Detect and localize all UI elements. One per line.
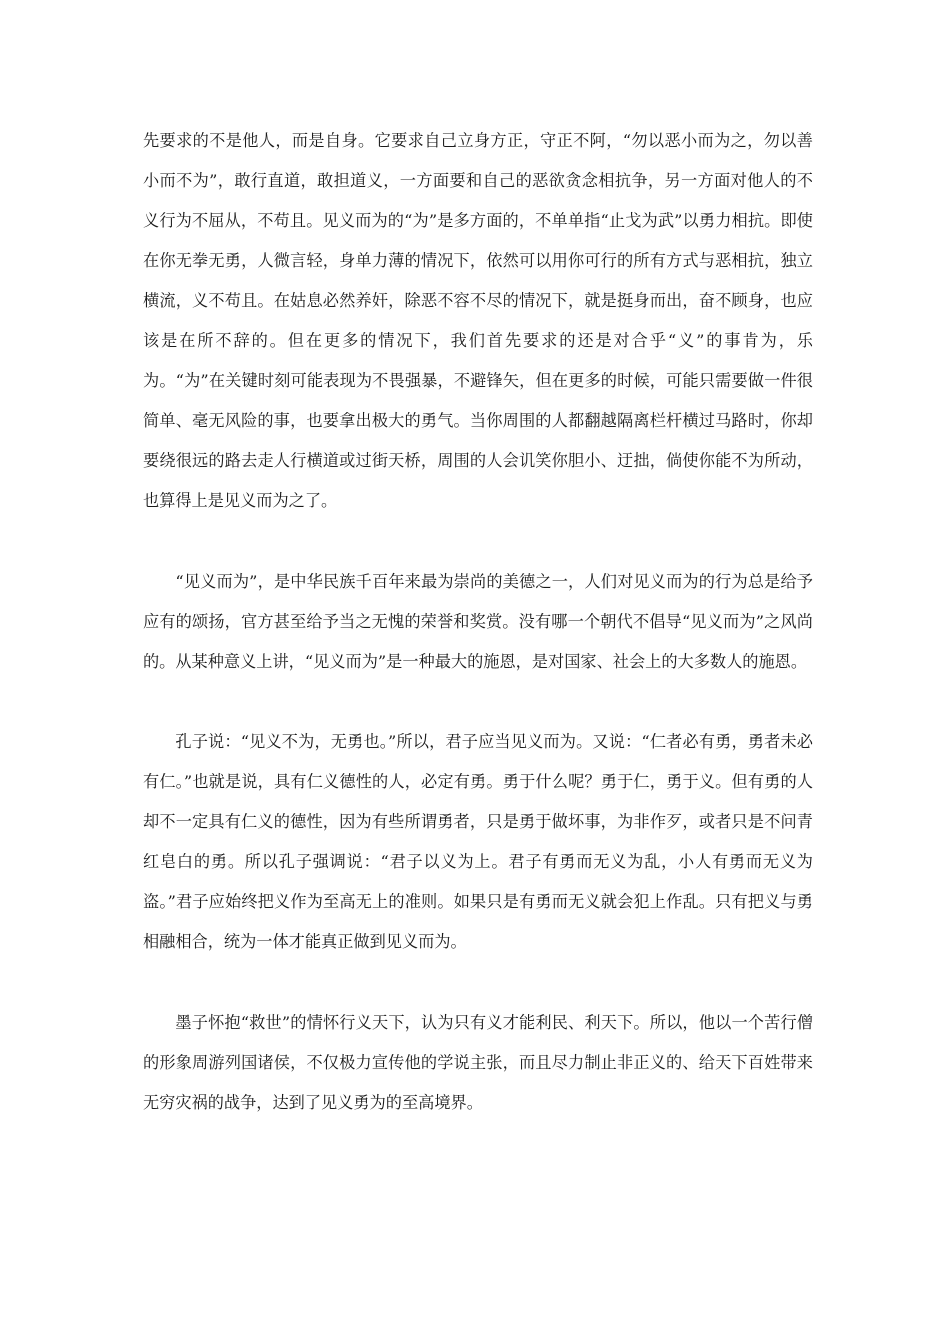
paragraph-3: 孔子说：“见义不为，无勇也。”所以，君子应当见义而为。又说：“仁者必有勇，勇者未必有仁。”也就是说，具有仁义德性的人，必定有勇。勇于什么呢？勇于仁，勇于义。但有勇的人却不一定具有仁义的德性，因为有些所谓勇者，只是勇于做坏事，为非作歹，或者只是不问青红皂白的勇。所以孔子强调说：“君子以义为上。君子有勇而无义为乱，小人有勇而无义为盗。”君子应始终把义作为至高无上的准则。如果只是有勇而无义就会犯上作乱。只有把义与勇相融相合，统为一体才能真正做到见义而为。 (143, 732, 813, 951)
paragraph-4: 墨子怀抱“救世”的情怀行义天下，认为只有义才能利民、利天下。所以，他以一个苦行僧的形象周游列国诸侯，不仅极力宣传他的学说主张，而且尽力制止非正义的、给天下百姓带来无穷灾祸的战争，达到了见义勇为的至高境界。 (143, 1013, 813, 1112)
paragraph-1: 先要求的不是他人，而是自身。它要求自己立身方正，守正不阿，“勿以恶小而为之，勿以善小而不为”，敢行直道，敢担道义，一方面要和自己的恶欲贪念相抗争，另一方面对他人的不义行为不屈从，不苟且。见义而为的“为”是多方面的，不单单指“止戈为武”以勇力相抗。即使在你无拳无勇，人微言轻，身单力薄的情况下，依然可以用你可行的所有方式与恶相抗，独立横流，义不苟且。在姑息必然养奸，除恶不容不尽的情况下，就是挺身而出，奋不顾身，也应该是在所不辞的。但在更多的情况下，我们首先要求的还是对合乎“义”的事肯为，乐为。“为”在关键时刻可能表现为不畏强暴，不避锋矢，但在更多的时候，可能只需要做一件很简单、毫无风险的事，也要拿出极大的勇气。当你周围的人都翻越隔离栏杆横过马路时，你却要绕很远的路去走人行横道或过街天桥，周围的人会讥笑你胆小、迂拙，倘使你能不为所动，也算得上是见义而为之了。 (143, 131, 813, 510)
paragraph-2: “见义而为”，是中华民族千百年来最为崇尚的美德之一，人们对见义而为的行为总是给予应有的颂扬，官方甚至给予当之无愧的荣誉和奖赏。没有哪一个朝代不倡导“见义而为”之风尚的。从某种意义上讲，“见义而为”是一种最大的施恩，是对国家、社会上的大多数人的施恩。 (143, 572, 813, 671)
document-page (143, 121, 813, 1123)
